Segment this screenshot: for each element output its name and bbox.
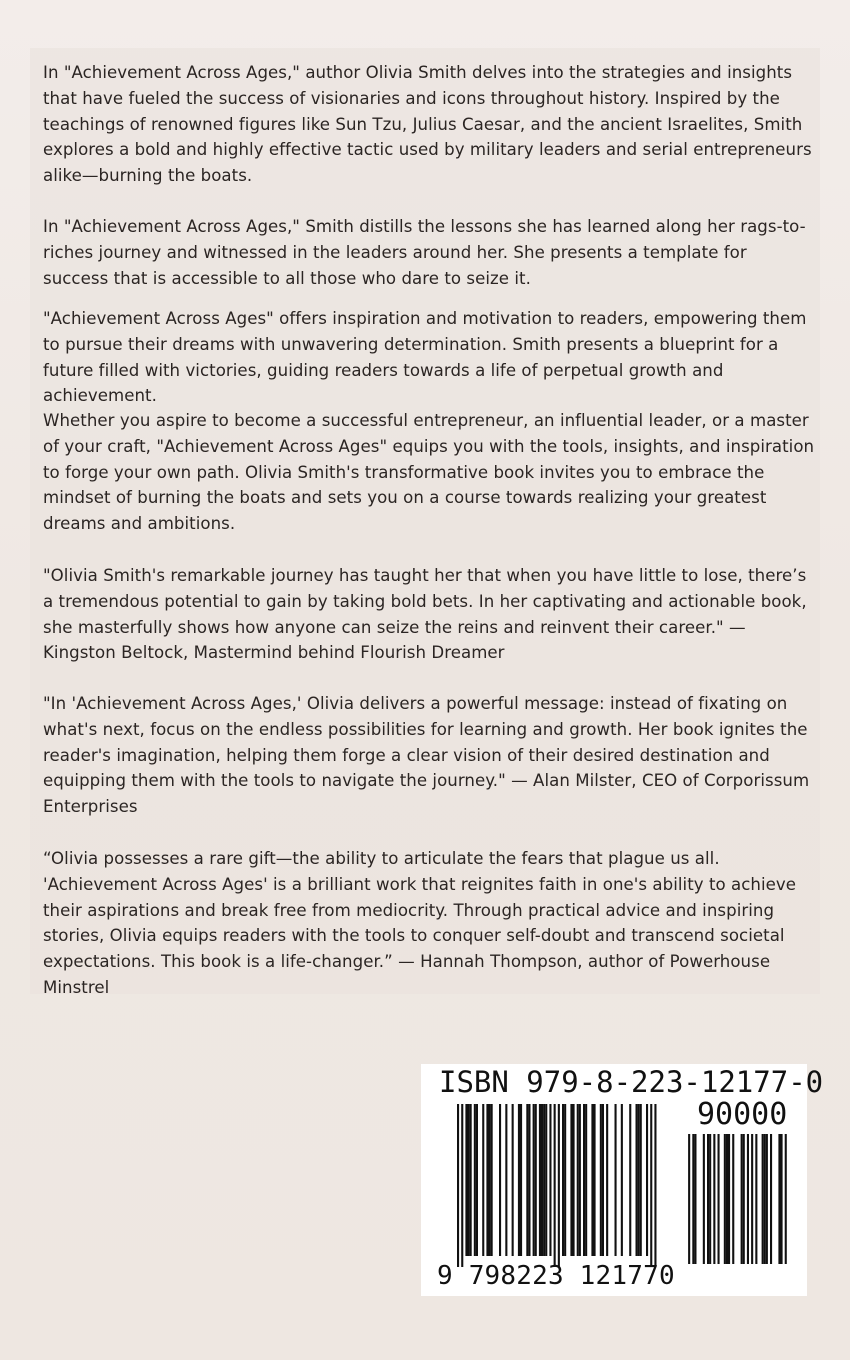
ean-bar-35 <box>591 1104 593 1256</box>
addon-bar-8 <box>724 1134 726 1264</box>
ean-bar-39 <box>606 1104 608 1256</box>
ean-bar-33 <box>583 1104 585 1256</box>
ean-bar-5 <box>474 1104 476 1256</box>
ean-bar-34 <box>585 1104 587 1256</box>
addon-bar-5 <box>709 1134 711 1264</box>
ean-bar-42 <box>629 1104 631 1256</box>
ean-bar-11 <box>499 1104 501 1256</box>
ean-bar-40 <box>615 1104 617 1256</box>
ean-bar-24 <box>549 1104 551 1256</box>
addon-bar-11 <box>732 1134 734 1264</box>
ean-bar-18 <box>533 1104 535 1256</box>
addon-bar-10 <box>728 1134 730 1264</box>
ean-bar-1 <box>461 1104 463 1267</box>
ean-bar-20 <box>539 1104 541 1256</box>
ean-bar-31 <box>577 1104 579 1256</box>
ean-bar-47 <box>650 1104 652 1267</box>
ean-digits: 9 798223 121770 <box>437 1261 675 1291</box>
ean-bar-8 <box>486 1104 488 1256</box>
addon-bar-2 <box>694 1134 696 1264</box>
ean-bar-22 <box>543 1104 545 1256</box>
ean-bar-12 <box>505 1104 507 1256</box>
ean-bar-48 <box>654 1104 656 1267</box>
price-code: 90000 <box>697 1097 788 1132</box>
ean-bar-0 <box>457 1104 459 1267</box>
ean-bar-15 <box>520 1104 522 1256</box>
addon-bar-18 <box>764 1134 766 1264</box>
ean-bar-46 <box>646 1104 648 1256</box>
addon-bar-3 <box>703 1134 705 1264</box>
ean-bar-30 <box>573 1104 575 1256</box>
testimonial-hannah-thompson: “Olivia possesses a rare gift—the ability to articulate the fears that plague us all. 'Achievement Across Ages' is a brilliant work that reignites faith in one's ability to achieve their aspirations and break free from mediocrity. Through practical advice and inspiring stories, Olivia equips readers with the tools to conquer self-doubt and transcend societal expectations. This book is a life-changer.” — Hannah Thompson, author of Powerhouse Minstrel <box>43 849 797 997</box>
addon-bar-21 <box>778 1134 780 1264</box>
ean-bar-41 <box>621 1104 623 1256</box>
addon-bar-6 <box>713 1134 715 1264</box>
addon-bar-9 <box>726 1134 728 1264</box>
testimonial-alan-milster: "In 'Achievement Across Ages,' Olivia delivers a powerful message: instead of fixating on what's next, focus on the endless possibilities for learning and growth. Her book ignites the reader's imagination, helping them forge a clear vision of their desired destination and equipping them with the tools to navigate the journey." — Alan Milster, CEO of Corporissum Enterprises <box>43 694 810 817</box>
ean-bar-36 <box>594 1104 596 1256</box>
blurb-paragraph-intro: In "Achievement Across Ages," author Olivia Smith delves into the strategies and insights that have fueled the success of visionaries and icons throughout history. Inspired by the teachings of renowned figures like Sun Tzu, Julius Caesar, and the ancient Israelites, Smith explores a bold and highly effective tactic used by military leaders and serial entrepreneurs alike—burning the boats. <box>43 63 812 186</box>
ean-bar-7 <box>482 1104 484 1256</box>
ean-bar-32 <box>579 1104 581 1256</box>
ean-bar-13 <box>512 1104 514 1256</box>
addon-bar-16 <box>755 1134 757 1264</box>
blurb-paragraph-aspire: Whether you aspire to become a successful entrepreneur, an influential leader, or a master of your craft, "Achievement Across Ages" equips you with the tools, insights, and inspiration to forge your own path. Olivia Smith's transformative book invites you to embrace the mindset of burning the boats and sets you on a course towards realizing your greatest dreams and ambitions. <box>43 411 815 534</box>
addon-bar-4 <box>707 1134 709 1264</box>
ean-bar-23 <box>545 1104 547 1256</box>
ean-bar-16 <box>526 1104 528 1256</box>
addon-bar-0 <box>688 1134 690 1264</box>
blurb-paragraph-template: In "Achievement Across Ages," Smith distills the lessons she has learned along her rags-to-riches journey and witnessed in the leaders around her. She presents a template for success that is accessible to all those who dare to seize it. <box>43 217 806 288</box>
ean-bar-2 <box>465 1104 467 1256</box>
ean-bar-4 <box>470 1104 472 1256</box>
ean-bar-37 <box>600 1104 602 1256</box>
addon-bar-7 <box>718 1134 720 1264</box>
addon-bar-20 <box>770 1134 772 1264</box>
isbn-barcode-box <box>421 1064 824 1296</box>
ean-bar-28 <box>564 1104 566 1256</box>
ean-bar-3 <box>468 1104 470 1256</box>
ean-bar-25 <box>554 1104 556 1267</box>
ean-bar-21 <box>541 1104 543 1256</box>
addon-bar-17 <box>762 1134 764 1264</box>
ean-bar-26 <box>558 1104 560 1267</box>
ean-bar-45 <box>640 1104 642 1256</box>
ean-bar-17 <box>528 1104 530 1256</box>
addon-bar-13 <box>743 1134 745 1264</box>
addon-bar-23 <box>785 1134 787 1264</box>
ean-bar-43 <box>636 1104 638 1256</box>
testimonial-kingston-beltock: "Olivia Smith's remarkable journey has taught her that when you have little to lose, there’s a tremendous potential to gain by taking bold bets. In her captivating and actionable book, she masterfully shows how anyone can seize the reins and reinvent their career." — Kingston Beltock, Mastermind behind Flourish Dreamer <box>43 566 807 663</box>
ean-bar-44 <box>638 1104 640 1256</box>
addon-bar-19 <box>766 1134 768 1264</box>
addon-bar-1 <box>692 1134 694 1264</box>
isbn-label: ISBN 979-8-223-12177-0 <box>439 1065 824 1099</box>
ean-bar-9 <box>489 1104 491 1256</box>
ean-bar-27 <box>562 1104 564 1256</box>
addon-bar-12 <box>741 1134 743 1264</box>
ean-bar-29 <box>570 1104 572 1256</box>
addon-bar-14 <box>747 1134 749 1264</box>
ean-bar-19 <box>535 1104 537 1256</box>
ean-bar-14 <box>518 1104 520 1256</box>
ean-bar-10 <box>491 1104 493 1256</box>
blurb-paragraph-inspiration: "Achievement Across Ages" offers inspiration and motivation to readers, empowering them to pursue their dreams with unwavering determination. Smith presents a blueprint for a future filled with victories, guiding readers towards a life of perpetual growth and achievement. <box>43 309 807 406</box>
ean-bar-6 <box>476 1104 478 1256</box>
ean-bar-38 <box>602 1104 604 1256</box>
addon-bar-15 <box>751 1134 753 1264</box>
addon-bar-22 <box>781 1134 783 1264</box>
